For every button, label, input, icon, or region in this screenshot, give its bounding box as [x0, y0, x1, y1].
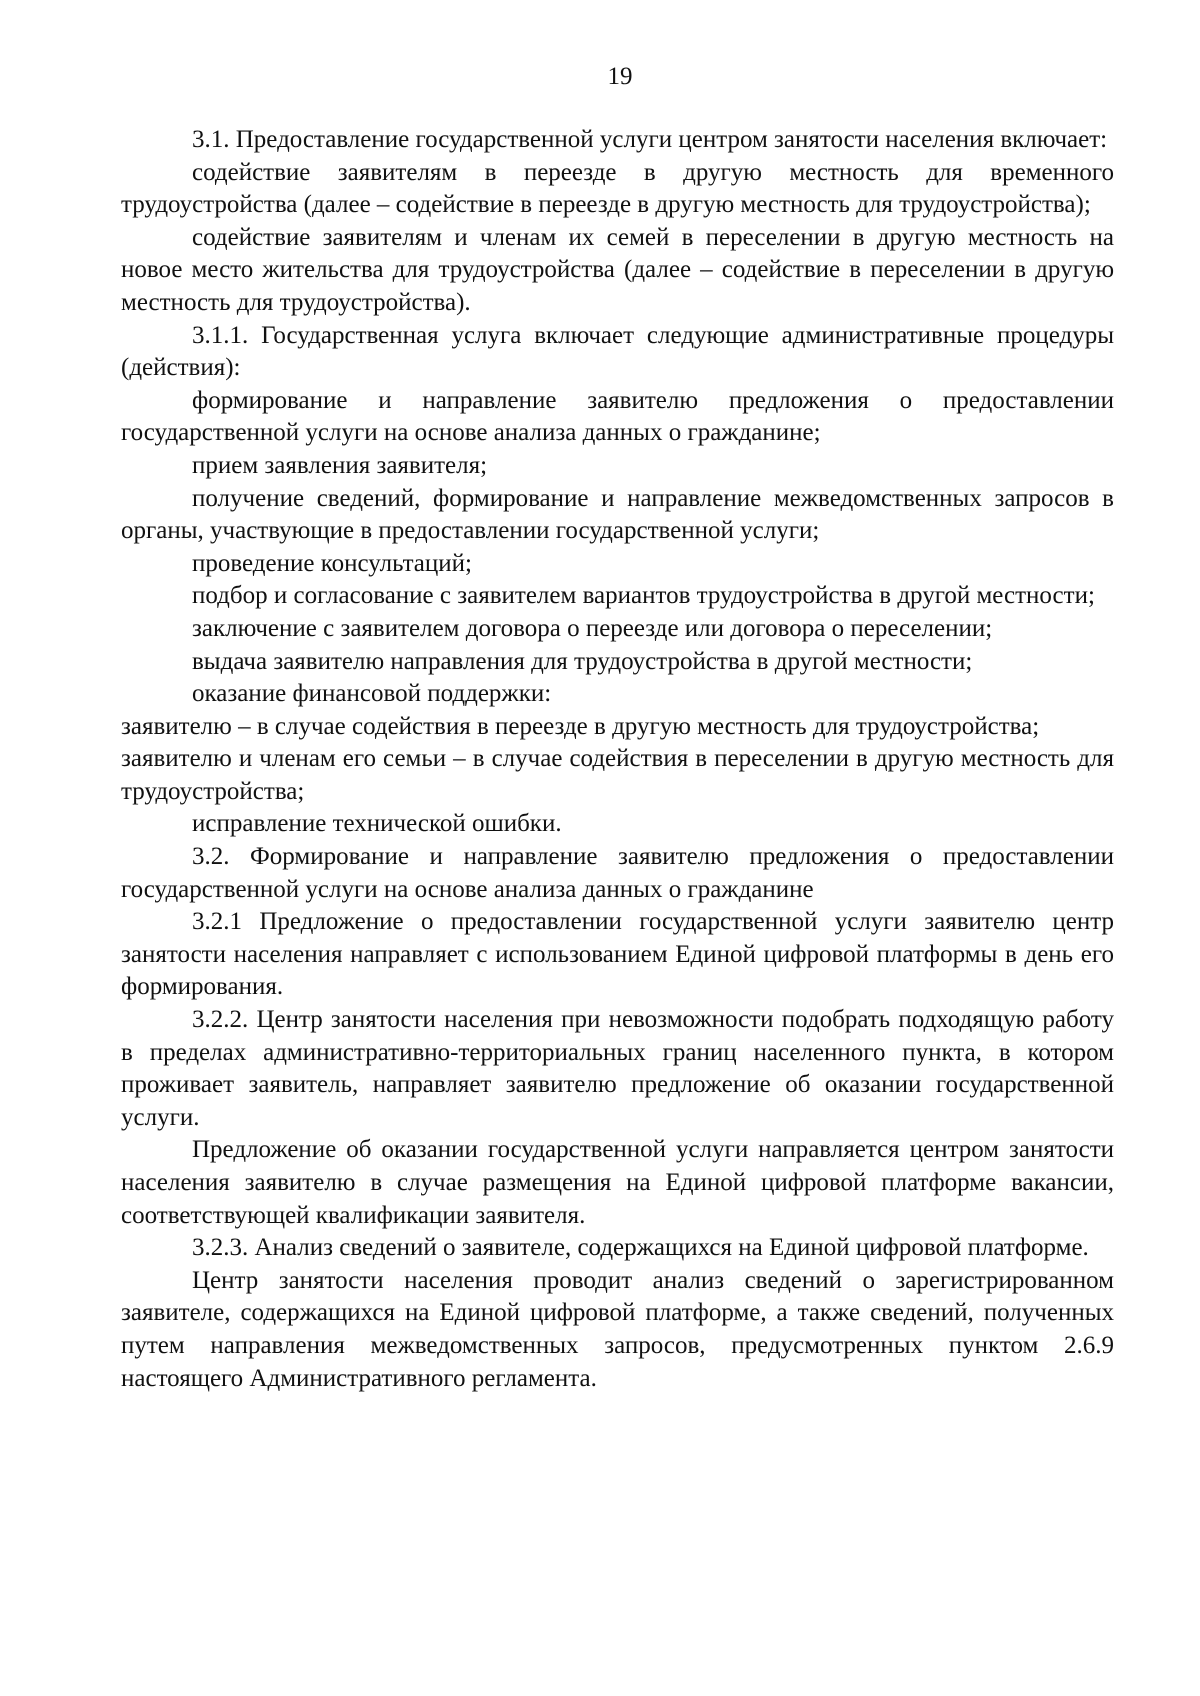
paragraph: проведение консультаций;	[192, 549, 472, 577]
paragraph: оказание финансовой поддержки:	[192, 680, 552, 708]
paragraph: 3.2. Формирование и направление заявителю предложения о предоставлении государственной услуги на основе анализа данных о гражданине	[121, 843, 1114, 903]
paragraph: Предложение об оказании государственной услуги направляется центром занятости населения заявителю в случае размещения на Единой цифровой платформе вакансии, соответствующей квалификации заявителя.	[121, 1136, 1114, 1229]
paragraph: подбор и согласование с заявителем вариантов трудоустройства в другой местности;	[192, 582, 1095, 610]
paragraph: содействие заявителям и членам их семей в переселении в другую местность на новое место жительства для трудоустройства (далее – содействие в переселении в другую местность для трудоустройства).	[121, 223, 1114, 316]
paragraph: 3.2.1 Предложение о предоставлении государственной услуги заявителю центр занятости населения направляет с использованием Единой цифровой платформы в день его формирования.	[121, 908, 1114, 1001]
paragraph: содействие заявителям в переезде в другую местность для временного трудоустройства (далее – содействие в переезде в другую местность для трудоустройства);	[121, 158, 1114, 219]
paragraph: исправление технической ошибки.	[192, 810, 562, 838]
paragraph: 3.1. Предоставление государственной услуги центром занятости населения включает:	[192, 126, 1108, 153]
paragraph: 3.2.3. Анализ сведений о заявителе, содержащихся на Единой цифровой платформе.	[192, 1234, 1089, 1262]
paragraph: формирование и направление заявителю предложения о предоставлении государственной услуги на основе анализа данных о гражданине;	[121, 386, 1114, 447]
paragraph: 3.1.1. Государственная услуга включает следующие административные процедуры (действия):	[121, 321, 1114, 382]
document-body	[121, 124, 1114, 1395]
paragraph: получение сведений, формирование и направление межведомственных запросов в органы, участвующие в предоставлении государственной услуги;	[121, 484, 1114, 545]
paragraph: Центр занятости населения проводит анализ сведений о зарегистрированном заявителе, содержащихся на Единой цифровой платформе, а также сведений, полученных путем направления межведомственных запросов, предусмотренных пунктом 2.6.9 настоящего Административного регламента.	[121, 1266, 1114, 1392]
paragraph: заявителю – в случае содействия в переезде в другую местность для трудоустройства;	[121, 712, 1040, 740]
paragraph: заявителю и членам его семьи – в случае содействия в переселении в другую местность для трудоустройства;	[121, 745, 1114, 805]
page-number: 19	[607, 63, 633, 90]
paragraph: прием заявления заявителя;	[192, 451, 488, 479]
paragraph: выдача заявителю направления для трудоустройства в другой местности;	[192, 647, 973, 675]
paragraph: заключение с заявителем договора о переезде или договора о переселении;	[192, 614, 993, 642]
paragraph: 3.2.2. Центр занятости населения при невозможности подобрать подходящую работу в пределах административно-территориальных границ населенного пункта, в котором проживает заявитель, направляет заявителю предложение об оказании государственной услуги.	[121, 1006, 1114, 1131]
